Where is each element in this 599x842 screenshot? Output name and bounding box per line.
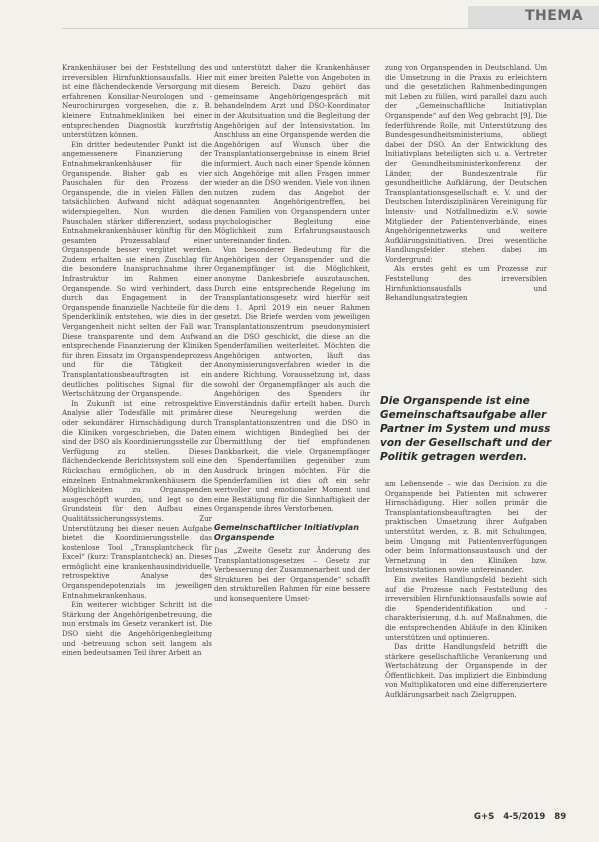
issue-number: 4-5/2019 (503, 812, 546, 822)
section-label: THEMA (525, 8, 584, 24)
paragraph: am Lebensende – wie das Decision zu die Organspende bei Patienten mit schwerer Hirnschädigung. Hier sollen primär die Transplantationsbeauftragten bei der praktischen Umsetzung ihrer Aufgaben unterstützt werden, z. B. mit Schulungen, beim Umgang mit Patientenverfügungen oder beim Informationsaustausch und der Vernetzung in den Kliniken bzw. Intensivstationen sowie untereinander. (385, 480, 547, 575)
paragraph: und unterstützt daher die Krankenhäuser mit einer breiten Palette von Angeboten in diesem Bereich. Dazu gehört das gemeinsame Angehörigengespräch mit behandelndem Arzt und DSO-Koordinator in der Akutsituation und die Begleitung der Angehörigen auf der Intensivstation. Im Anschluss an eine Organspende werden die Angehörigen auf Wunsch über die Transplantationsergebnisse in einem Brief informiert. Auch nach einer Spende können sich Angehörige mit allen Fragen immer wieder an die DSO wenden. Viele von ihnen nutzen zudem das Angebot der sogenannten Angehörigentreffen, bei denen Familien von Organspendern unter psychologischer Begleitung eine Möglichkeit zum Erfahrungsaustausch untereinander finden. (214, 64, 370, 245)
pull-quote: Die Organspende ist eine Gemeinschaftsaufgabe aller Partner im System und muss von der Gesellschaft und der Politik getragen werden. (380, 395, 552, 463)
paragraph: In Zukunft ist eine retrospektive Analyse aller Todesfälle mit primärer oder sekundärer Hirnschädigung durch die Kliniken vorgeschrieben, die Daten sind der DSO als Koordinierungsstelle zur Verfügung zu stellen. Dieses flächendeckende Berichtssystem soll eine Rückschau ermöglichen, ob in den einzelnen Entnahmekrankenhäusern die Möglichkeiten zu Organspenden ausgeschöpft wurden, und legt so den Grundstein für den Aufbau eines Qualitätssicherungssystems. Zur Unterstützung bei dieser neuen Aufgabe bietet die Koordinierungsstelle das kostenlose Tool „Transplantcheck für Excel“ (kurz: Transplantcheck) an. Dieses ermöglicht eine krankenhausindividuelle, retrospektive Analyse des Organspendepotenzials im jeweiligen Entnahmekrankenhaus. (62, 399, 212, 600)
header-rule (62, 28, 599, 29)
paragraph: Ein dritter bedeutender Punkt ist die angemessenere Finanzierung der Entnahmekrankenhäuser für die Organspende. Bisher gab es vier Pauschalen für den Prozess der Organspende, die in vielen Fällen den tatsächlichen Aufwand nicht adäquat widerspiegelten. Nun wurden die Pauschalen stärker differenziert, sodass Entnahmekrankenhäuser künftig für den gesamten Prozessablauf einer Organspende besser vergütet werden. Zudem erhalten sie einen Zuschlag für die besondere Inanspruchnahme ihrer Infrastruktur im Rahmen einer Organspende. So wird verhindert, dass durch das Engagement in der Organspende finanzielle Nachteile für die Spenderklinik entstehen, wie dies in der Vergangenheit nicht selten der Fall war. Diese transparente und dem Aufwand entsprechende Finanzierung der Kliniken für ihren Einsatz im Organspendeprozess und für die Tätigkeit der Transplantationsbeauftragten ist ein deutliches politisches Signal für die Wertschätzung der Organspende. (62, 140, 212, 399)
paragraph: Das „Zweite Gesetz zur Änderung des Transplantationsgesetzes – Gesetz zur Verbesserung der Zusammenarbeit und der Strukturen bei der Organspende“ schafft den strukturellen Rahmen für eine bessere und konsequentere Umset- (214, 546, 370, 603)
journal-name: G+S (474, 812, 495, 822)
section-subheading: Gemeinschaftlicher Initiativplan Organspende (214, 522, 359, 542)
paragraph: Ein weiterer wichtiger Schritt ist die Stärkung der Angehörigenbetreuung, die nun erstmals im Gesetz verankert ist. Die DSO sieht die Angehörigenbegleitung und -betreuung schon seit langem als einen bedeutsamen Teil ihrer Arbeit an (62, 601, 212, 658)
paragraph: Als erstes geht es um Prozesse zur Feststellung des irreversiblen Hirnfunktionsausfalls und Behandlungsstrategien (385, 265, 547, 303)
paragraph: Von besonderer Bedeutung für die Angehörigen der Organspender und die Organempfänger ist die Möglichkeit, anonyme Dankesbriefe auszutauschen. Durch eine entsprechende Regelung im Transplantationsgesetz wird hierfür seit dem 1. April 2019 ein neuer Rahmen gesetzt. Die Briefe werden vom jeweiligen Transplantationszentrum pseudonymisiert an die DSO geschickt, die diese an die Spenderfamilien weiterleitet. Möchten die Angehörigen antworten, läuft das Anonymisierungsverfahren wieder in die andere Richtung. Voraussetzung ist, dass sowohl der Organempfänger als auch die Angehörigen des Spenders ihr Einverständnis dafür erteilt haben. Durch diese Neuregelung werden die Transplantationszentren und die DSO in einem wichtigen Bindeglied bei der Übermittlung der tief empfundenen Dankbarkeit, die viele Organempfänger den Spenderfamilien gegenüber zum Ausdruck bringen möchten. Für die Spenderfamilien ist dies oft ein sehr wertvoller und emotionaler Moment und eine Bestätigung für die Sinnhaftigkeit der Organspende ihres Verstorbenen. (214, 246, 370, 514)
column-3-top (385, 64, 547, 389)
column-2 (214, 64, 370, 808)
paragraph: Das dritte Handlungsfeld betrifft die stärkere gesellschaftliche Verankerung und Wertschätzung der Organspende in der Öffentlichkeit. Das impliziert die Einbindung von Multiplikatoren und eine differenziertere Aufklärungsarbeit nach Zielgruppen. (385, 643, 547, 700)
column-3-bottom (385, 480, 547, 785)
page-number: 89 (554, 812, 567, 822)
column-1 (62, 64, 212, 808)
page-footer (474, 812, 572, 822)
paragraph: zung von Organspenden in Deutschland. Um die Umsetzung in die Praxis zu erleichtern und die gesetzlichen Rahmenbedingungen mit Leben zu füllen, wird parallel dazu auch der „Gemeinschaftliche Initiativplan Organspende“ auf den Weg gebracht [9]. Die federführende Rolle, mit Unterstützung des Bundesgesundheitsministeriums, obliegt dabei der DSO. An der Entwicklung des Initiativplans beteiligten sich u. a. Vertreter der Gesundheitsministerkonferenz der Länder, der Bundeszentrale für gesundheitliche Aufklärung, der Deutschen Transplantationsgesellschaft e. V. und der Deutschen Interdisziplinären Vereinigung für Intensiv- und Notfallmedizin e.V. sowie Mitglieder der Patientenverbände, eines Angehörigennetzwerks und weitere Aufklärungsinitiativen. Drei wesentliche Handlungsfelder stehen dabei im Vordergrund: (385, 64, 547, 264)
paragraph: Ein zweites Handlungsfeld bezieht sich auf die Prozesse nach Feststellung des irreversiblen Hirnfunktionsausfalls sowie auf die Spenderidentifikation und -charakterisierung, d.h. auf Maßnahmen, die die entsprechenden Abläufe in den Kliniken unterstützen und optimieren. (385, 575, 547, 642)
paragraph: Krankenhäuser bei der Feststellung des irreversiblen Hirnfunktionsausfalls. Hier ist eine flächendeckende Versorgung mit erfahrenen Konsiliar-Neurologen und -Neurochirurgen vorgesehen, die z. B. kleinere Entnahmekliniken bei einer entsprechenden Diagnostik kurzfristig unterstützen können. (62, 64, 212, 140)
